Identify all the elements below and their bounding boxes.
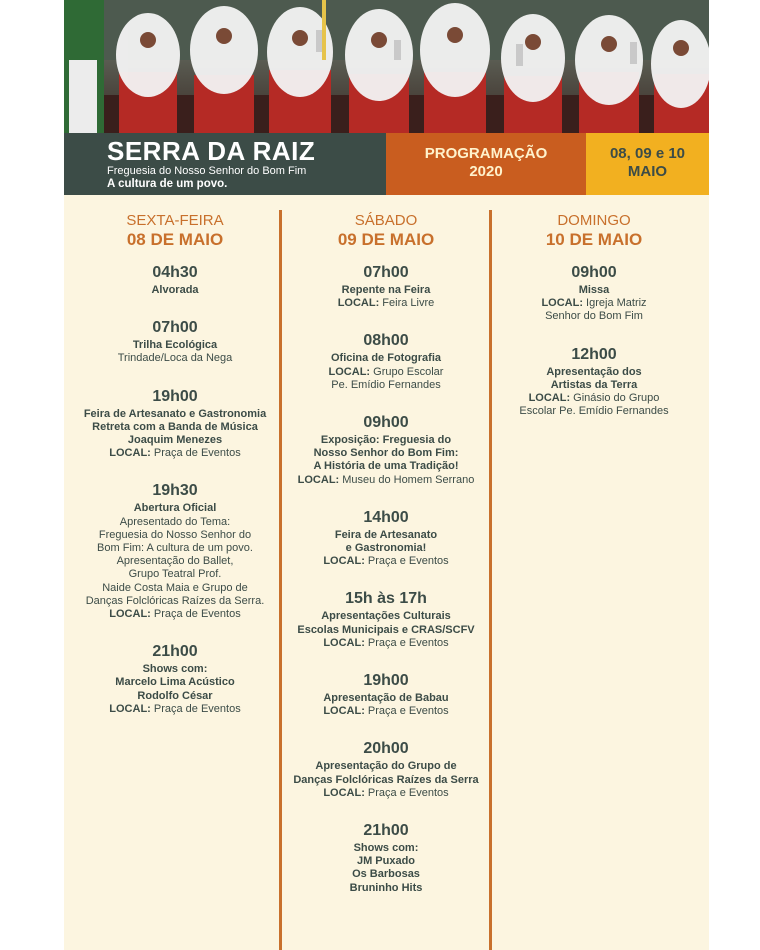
schedule-event <box>71 482 279 621</box>
location-label: LOCAL: <box>528 392 571 405</box>
location-value: Feira Livre <box>379 297 435 310</box>
event-detail-line: Bruninho Hits <box>349 881 423 894</box>
event-detail-line: Shows com: <box>142 663 208 676</box>
event-dates <box>586 145 709 181</box>
event-detail-line: Nosso Senhor do Bom Fim: <box>313 447 459 460</box>
event-detail-line <box>282 637 490 650</box>
location-label: LOCAL: <box>328 365 371 378</box>
event-detail-line: Escolar Pe. Emídio Fernandes <box>519 405 669 418</box>
title-block <box>64 133 386 195</box>
event-detail-line: Shows com: <box>353 842 419 855</box>
event-detail-line: e Gastronomia! <box>345 542 427 555</box>
event-detail-line: Artistas da Terra <box>550 378 638 391</box>
dancers-photo-illustration <box>64 0 709 133</box>
event-detail-line: Oficina de Fotografia <box>330 352 441 365</box>
program-line-2: 2020 <box>469 163 503 180</box>
location-label: LOCAL: <box>323 555 365 568</box>
dates-block <box>586 133 709 195</box>
schedule-event <box>490 346 698 419</box>
event-time: 20h00 <box>363 740 409 758</box>
dates-line-2: MAIO <box>627 163 668 180</box>
event-detail-line: Feira de Artesanato e Gastronomia <box>83 407 267 420</box>
program-block <box>386 133 586 195</box>
schedule-event <box>490 264 698 324</box>
location-value: Praça de Eventos <box>150 702 241 715</box>
location-value: Praça e Eventos <box>364 705 449 718</box>
location-label: LOCAL: <box>323 636 365 649</box>
event-subtitle: Freguesia do Nosso Senhor do Bom Fim <box>107 165 307 177</box>
event-detail-line <box>282 474 490 487</box>
event-detail-line: Pe. Emídio Fernandes <box>331 378 441 391</box>
event-detail-line <box>282 366 490 379</box>
schedule-event <box>71 264 279 297</box>
schedule-event <box>71 388 279 461</box>
event-tagline: A cultura de um povo. <box>107 178 228 190</box>
event-title: SERRA DA RAIZ <box>107 136 316 166</box>
event-detail-line: Os Barbosas <box>352 868 420 881</box>
event-time: 21h00 <box>363 822 409 840</box>
event-time: 09h00 <box>363 414 409 432</box>
event-detail-line: Freguesia do Nosso Senhor do <box>98 528 252 541</box>
event-time: 19h30 <box>152 482 198 500</box>
schedule-event <box>282 332 490 392</box>
event-detail-line <box>71 608 279 621</box>
event-time: 08h00 <box>363 332 409 350</box>
event-detail-line <box>282 297 490 310</box>
header-photo <box>64 0 709 133</box>
event-detail-line: Apresentação do Ballet, <box>116 555 234 568</box>
event-time: 21h00 <box>152 643 198 661</box>
schedule-event <box>282 509 490 569</box>
event-time: 19h00 <box>363 672 409 690</box>
event-detail-line: Danças Folclóricas Raízes da Serra <box>293 773 479 786</box>
dates-line-1: 08, 09 e 10 <box>609 145 686 162</box>
schedule-event <box>71 319 279 365</box>
day-column-friday <box>71 212 279 738</box>
schedule-event <box>282 264 490 310</box>
location-label: LOCAL: <box>297 473 340 486</box>
program-line-1: PROGRAMAÇÃO <box>424 145 548 162</box>
schedule-event <box>282 590 490 650</box>
day-weekday: SEXTA-FEIRA <box>126 212 224 229</box>
event-detail-line: Alvorada <box>151 284 199 296</box>
location-value: Museu do Homem Serrano <box>339 473 475 486</box>
schedule-event <box>282 740 490 800</box>
event-detail-line: Escolas Municipais e CRAS/SCFV <box>297 623 475 636</box>
event-detail-line: Missa <box>578 284 610 296</box>
event-time: 12h00 <box>571 345 617 363</box>
event-time: 09h00 <box>571 264 617 281</box>
schedule-event <box>282 672 490 718</box>
event-detail-line: Apresentado do Tema: <box>119 515 231 528</box>
location-label: LOCAL: <box>109 447 151 460</box>
event-detail-line <box>490 297 698 310</box>
location-label: LOCAL: <box>109 608 151 621</box>
day-weekday: DOMINGO <box>557 212 631 229</box>
event-detail-line: Apresentação dos <box>546 365 642 378</box>
header-banner <box>64 133 709 195</box>
event-detail-line <box>282 705 490 718</box>
day-column-sunday <box>490 212 698 440</box>
schedule-event <box>282 414 490 487</box>
event-detail-line: Apresentação de Babau <box>323 692 449 705</box>
event-detail-line: Senhor do Bom Fim <box>545 310 643 323</box>
location-value: Praça e Eventos <box>364 786 449 799</box>
schedule-event <box>282 822 490 895</box>
location-label: LOCAL: <box>337 297 380 310</box>
event-time: 19h00 <box>152 387 198 405</box>
event-detail-line: Apresentações Culturais <box>321 610 451 623</box>
event-time: 07h00 <box>363 264 409 281</box>
location-label: LOCAL: <box>323 786 365 799</box>
event-detail-line: Rodolfo César <box>137 689 213 702</box>
event-detail-line: A História de uma Tradição! <box>313 460 459 473</box>
event-detail-line: Naide Costa Maia e Grupo de <box>102 581 248 594</box>
event-time: 07h00 <box>152 319 198 337</box>
location-value: Igreja Matriz <box>582 297 647 310</box>
event-time: 04h30 <box>152 264 198 281</box>
schedule-event <box>71 643 279 716</box>
event-detail-line: Grupo Teatral Prof. <box>128 568 222 581</box>
location-value: Ginásio do Grupo <box>570 392 660 405</box>
event-detail-line <box>282 555 490 568</box>
event-detail-line: Danças Folclóricas Raízes da Serra. <box>85 594 265 607</box>
event-detail-line: Retreta com a Banda de Música <box>92 420 258 433</box>
day-date: 09 DE MAIO <box>337 230 435 249</box>
day-weekday: SÁBADO <box>354 212 418 229</box>
event-time: 14h00 <box>363 508 409 526</box>
event-detail-line: Marcelo Lima Acústico <box>115 676 235 689</box>
event-detail-line: Repente na Feira <box>341 284 431 296</box>
event-detail-line: Apresentação do Grupo de <box>315 760 457 773</box>
event-detail-line: Trindade/Loca da Nega <box>117 352 233 365</box>
event-detail-line: Joaquim Menezes <box>127 434 223 447</box>
location-label: LOCAL: <box>541 297 583 310</box>
event-detail-line: JM Puxado <box>356 855 416 868</box>
day-date: 10 DE MAIO <box>545 230 643 249</box>
event-detail-line: Abertura Oficial <box>133 502 217 515</box>
event-detail-line: Exposição: Freguesia do <box>320 434 452 447</box>
event-detail-line <box>71 703 279 716</box>
event-detail-line: Bom Fim: A cultura de um povo. <box>97 542 253 555</box>
location-value: Grupo Escolar <box>370 365 444 378</box>
location-value: Praça e Eventos <box>364 636 449 649</box>
program-label <box>386 145 586 181</box>
event-detail-line <box>71 447 279 460</box>
location-value: Praça de Eventos <box>150 447 241 460</box>
event-time: 15h às 17h <box>345 590 427 608</box>
event-detail-line: Trilha Ecológica <box>132 339 218 352</box>
event-detail-line <box>282 787 490 800</box>
day-column-saturday <box>282 212 490 917</box>
location-label: LOCAL: <box>323 705 365 718</box>
location-label: LOCAL: <box>109 702 151 715</box>
day-date: 08 DE MAIO <box>126 230 224 249</box>
event-detail-line <box>490 392 698 405</box>
location-value: Praça de Eventos <box>150 608 241 621</box>
location-value: Praça e Eventos <box>364 555 449 568</box>
event-detail-line: Feira de Artesanato <box>334 528 438 541</box>
poster <box>64 0 709 950</box>
